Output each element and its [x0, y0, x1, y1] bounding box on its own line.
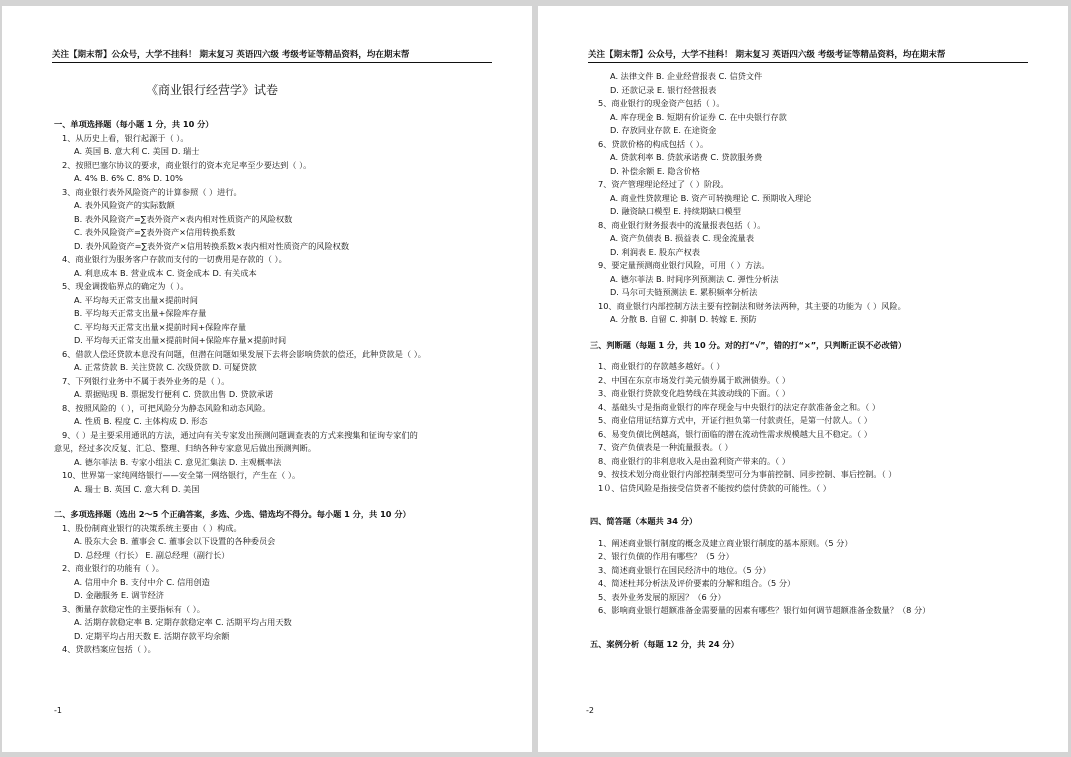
header-rule [588, 62, 1028, 63]
answer-options: A. 股东大会 B. 董事会 C. 董事会以下设置的各种委员会 [74, 536, 276, 546]
answer-options: A. 利息成本 B. 营业成本 C. 资金成本 D. 有关成本 [74, 267, 257, 278]
question-text: 8、商业银行财务报表中的流量报表包括（ ）。 [598, 219, 766, 230]
question-text: 2、商业银行的功能有（ ）。 [62, 563, 164, 573]
answer-options: D. 补偿余额 E. 隐含价格 [610, 165, 700, 176]
answer-options: A. 德尔菲法 B. 专家小组法 C. 意见汇集法 D. 主观概率法 [74, 456, 282, 467]
answer-options: A. 瑞士 B. 英国 C. 意大利 D. 美国 [74, 483, 200, 494]
question-text: 7、资产管理理论经过了（ ）阶段。 [598, 179, 729, 189]
question-text: 3、商业银行贷款变化趋势线在其波动线的下面。（ ） [598, 388, 791, 398]
answer-options: A. 资产负债表 B. 损益表 C. 现金流量表 [610, 233, 755, 243]
question-text: 1、商业银行的存款越多越好。（ ） [598, 361, 725, 371]
answer-options: A. 性质 B. 程度 C. 主体构成 D. 形态 [74, 416, 208, 426]
question-text: 3、简述商业银行在国民经济中的地位。（5 分） [598, 564, 771, 575]
answer-options: A. 贷款利率 B. 贷款承诺费 C. 贷款服务费 [610, 152, 763, 162]
answer-options: C. 平均每天正常支出量×提前时间+保险库存量 [74, 321, 247, 332]
section-heading: 四、简答题（本题共 34 分） [590, 516, 698, 526]
spacer [54, 496, 504, 504]
spacer [590, 495, 1040, 511]
question-text: 7、资产负债表是一种流量报表。（ ） [598, 442, 733, 452]
answer-options: C. 表外风险资产=∑表外资产×信用转换系数 [74, 227, 236, 237]
exam-page-2 [538, 6, 1068, 752]
question-text: 2、银行负债的作用有哪些？（5 分） [598, 551, 734, 561]
question-text: 1、从历史上看，银行起源于（ ）。 [62, 132, 189, 143]
answer-options: A. 英国 B. 意大利 C. 美国 D. 瑞士 [74, 146, 200, 156]
question-text: 4、简述杜邦分析法及评价要素的分解和组合。（5 分） [598, 578, 796, 588]
question-text: 5、商业银行的现金资产包括（ ）。 [598, 98, 725, 108]
question-text: 7、下列银行业务中不属于表外业务的是（ ）。 [62, 375, 230, 386]
question-text: 4、基础头寸是指商业银行的库存现金与中央银行的法定存款准备金之和。（ ） [598, 401, 881, 412]
question-text: 6、易变负债比例越高，银行面临的潜在流动性需求规模越大且不稳定。（ ） [598, 428, 872, 439]
question-text: 8、商业银行的非利息收入是由盈利资产带来的。（ ） [598, 455, 791, 466]
question-text: 5、表外业务发展的原因？（6 分） [598, 591, 726, 602]
text-line: 意见，经过多次反复、汇总、整理、归纳各种专家意见后做出预测判断。 [54, 443, 317, 453]
answer-options: D. 融资缺口模型 E. 持续期缺口模型 [610, 206, 741, 216]
answer-options: B. 表外风险资产=∑表外资产×表内相对性质资产的风险权数 [74, 213, 293, 224]
question-text: 3、衡量存款稳定性的主要指标有（ ）。 [62, 603, 205, 614]
question-text: 4、贷款档案应包括（ ）。 [62, 644, 156, 654]
answer-options: A. 4% B. 6% C. 8% D. 10% [74, 173, 183, 183]
answer-options: A. 商业性贷款理论 B. 资产可转换理论 C. 预期收入理论 [610, 192, 812, 203]
answer-options: A. 正常贷款 B. 关注贷款 C. 次级贷款 D. 可疑贷款 [74, 362, 257, 372]
exam-title: 《商业银行经营学》试卷 [145, 83, 278, 97]
answer-options: A. 平均每天正常支出量×提前时间 [74, 294, 198, 305]
question-text: 1０、信贷风险是指接受信贷者不能按约偿付贷款的可能性。（ ） [598, 482, 831, 493]
question-text: 1、股份制商业银行的决策系统主要由（ ）构成。 [62, 522, 242, 533]
section-heading: 三、判断题（每题 1 分，共 10 分。对的打“√”，错的打“×”，只判断正误不必改错） [590, 339, 907, 350]
answer-options: D. 还款记录 E. 银行经营报表 [610, 84, 717, 95]
spacer [590, 529, 1040, 537]
question-text: 3、商业银行表外风险资产的计算参照（ ）进行。 [62, 186, 242, 197]
answer-options: D. 利润表 E. 股东产权表 [610, 246, 700, 257]
question-text: 4、商业银行为服务客户存款而支付的一切费用是存款的（ ）。 [62, 254, 287, 264]
answer-options: A. 德尔菲法 B. 时间序列预测法 C. 弹性分析法 [610, 273, 779, 284]
question-text: 8、按照风险的（ ），可把风险分为静态风险和动态风险。 [62, 402, 271, 413]
question-text: 10、世界第一家纯网络银行——安全第一网络银行，产生在（ ）。 [62, 470, 301, 480]
answer-options: D. 表外风险资产=∑表外资产×信用转换系数×表内相对性质资产的风险权数 [74, 240, 350, 251]
question-text: 10、商业银行内部控制方法主要有控制法和财务法两种，其主要的功能为（ ）风险。 [598, 300, 906, 311]
answer-options: D. 定期平均占用天数 E. 活期存款平均余额 [74, 630, 230, 641]
question-text: 9、（ ）是主要采用通讯的方法，通过向有关专家发出预测问题调查表的方式来搜集和征询专家们的 [62, 429, 418, 440]
page-number: -1 [54, 706, 62, 715]
answer-options: A. 活期存款稳定率 B. 定期存款稳定率 C. 活期平均占用天数 [74, 617, 292, 627]
answer-options: A. 信用中介 B. 支付中介 C. 信用创造 [74, 576, 210, 587]
spacer [590, 618, 1040, 634]
question-text: 1、阐述商业银行制度的概念及建立商业银行制度的基本原则。（5 分） [598, 537, 853, 548]
answer-options: A. 票据贴现 B. 票据发行便利 C. 贷款出售 D. 贷款承诺 [74, 389, 274, 399]
question-text: 2、按照巴塞尔协议的要求，商业银行的资本充足率至少要达到（ ）。 [62, 159, 312, 170]
question-text: 6、贷款价格的构成包括（ ）。 [598, 138, 709, 149]
answer-options: D. 存放同业存款 E. 在途资金 [610, 125, 717, 135]
answer-options: B. 平均每天正常支出量+保险库存量 [74, 308, 207, 318]
answer-options: D. 总经理（行长） E. 副总经理（副行长） [74, 549, 230, 560]
question-text: 6、影响商业银行超额准备金需要量的因素有哪些？银行如何调节超额准备金数量？（8 分） [598, 605, 931, 615]
question-text: 5、现金调拨临界点的确定为（ ）。 [62, 281, 189, 291]
question-text: 6、借款人偿还贷款本息没有问题，但潜在问题如果发展下去将会影响贷款的偿还，此种贷款是（ ）。 [62, 348, 426, 359]
answer-options: A. 法律文件 B. 企业经营报表 C. 信贷文件 [610, 71, 763, 81]
page-header: 关注【期末帮】公众号，大学不挂科！ 期末复习 英语四六级 考级考证等精品资料，均在期末帮 [52, 50, 410, 60]
answer-options: A. 表外风险资产的实际数额 [74, 200, 175, 210]
question-text: 5、商业信用证结算方式中，开证行担负第一付款责任，是第一付款人。（ ） [598, 415, 872, 425]
answer-options: D. 平均每天正常支出量×提前时间+保险库存量×提前时间 [74, 335, 287, 345]
page-header: 关注【期末帮】公众号，大学不挂科！ 期末复习 英语四六级 考级考证等精品资料，均在期末帮 [588, 50, 946, 60]
spacer [590, 352, 1040, 360]
question-text: 9、要定量预测商业银行风险，可用（ ）方法。 [598, 260, 770, 270]
page-1-body [54, 114, 504, 657]
header-rule [52, 62, 492, 63]
section-heading: 二、多项选择题（选出 2～5 个正确答案，多选、少选、错选均不得分。每小题 1 分，共 10 分） [54, 509, 411, 519]
section-heading: 一、单项选择题（每小题 1 分，共 10 分） [54, 119, 214, 129]
answer-options: A. 分散 B. 自留 C. 抑制 D. 转嫁 E. 预防 [610, 314, 757, 324]
question-text: 2、中国在东京市场发行美元债券属于欧洲债券。（ ） [598, 374, 791, 385]
section-heading: 五、案例分析（每题 12 分，共 24 分） [590, 638, 739, 649]
answer-options: D. 马尔可夫链预测法 E. 累积频率分析法 [610, 287, 758, 297]
spacer [590, 327, 1040, 335]
page-number: -2 [586, 706, 594, 715]
answer-options: D. 金融服务 E. 调节经济 [74, 590, 164, 600]
answer-options: A. 库存现金 B. 短期有价证券 C. 在中央银行存款 [610, 111, 787, 122]
question-text: 9、按技术划分商业银行内部控制类型可分为事前控制、同步控制、事后控制。（ ） [598, 469, 897, 479]
page-2-body [590, 70, 1040, 651]
exam-page-1 [2, 6, 532, 752]
